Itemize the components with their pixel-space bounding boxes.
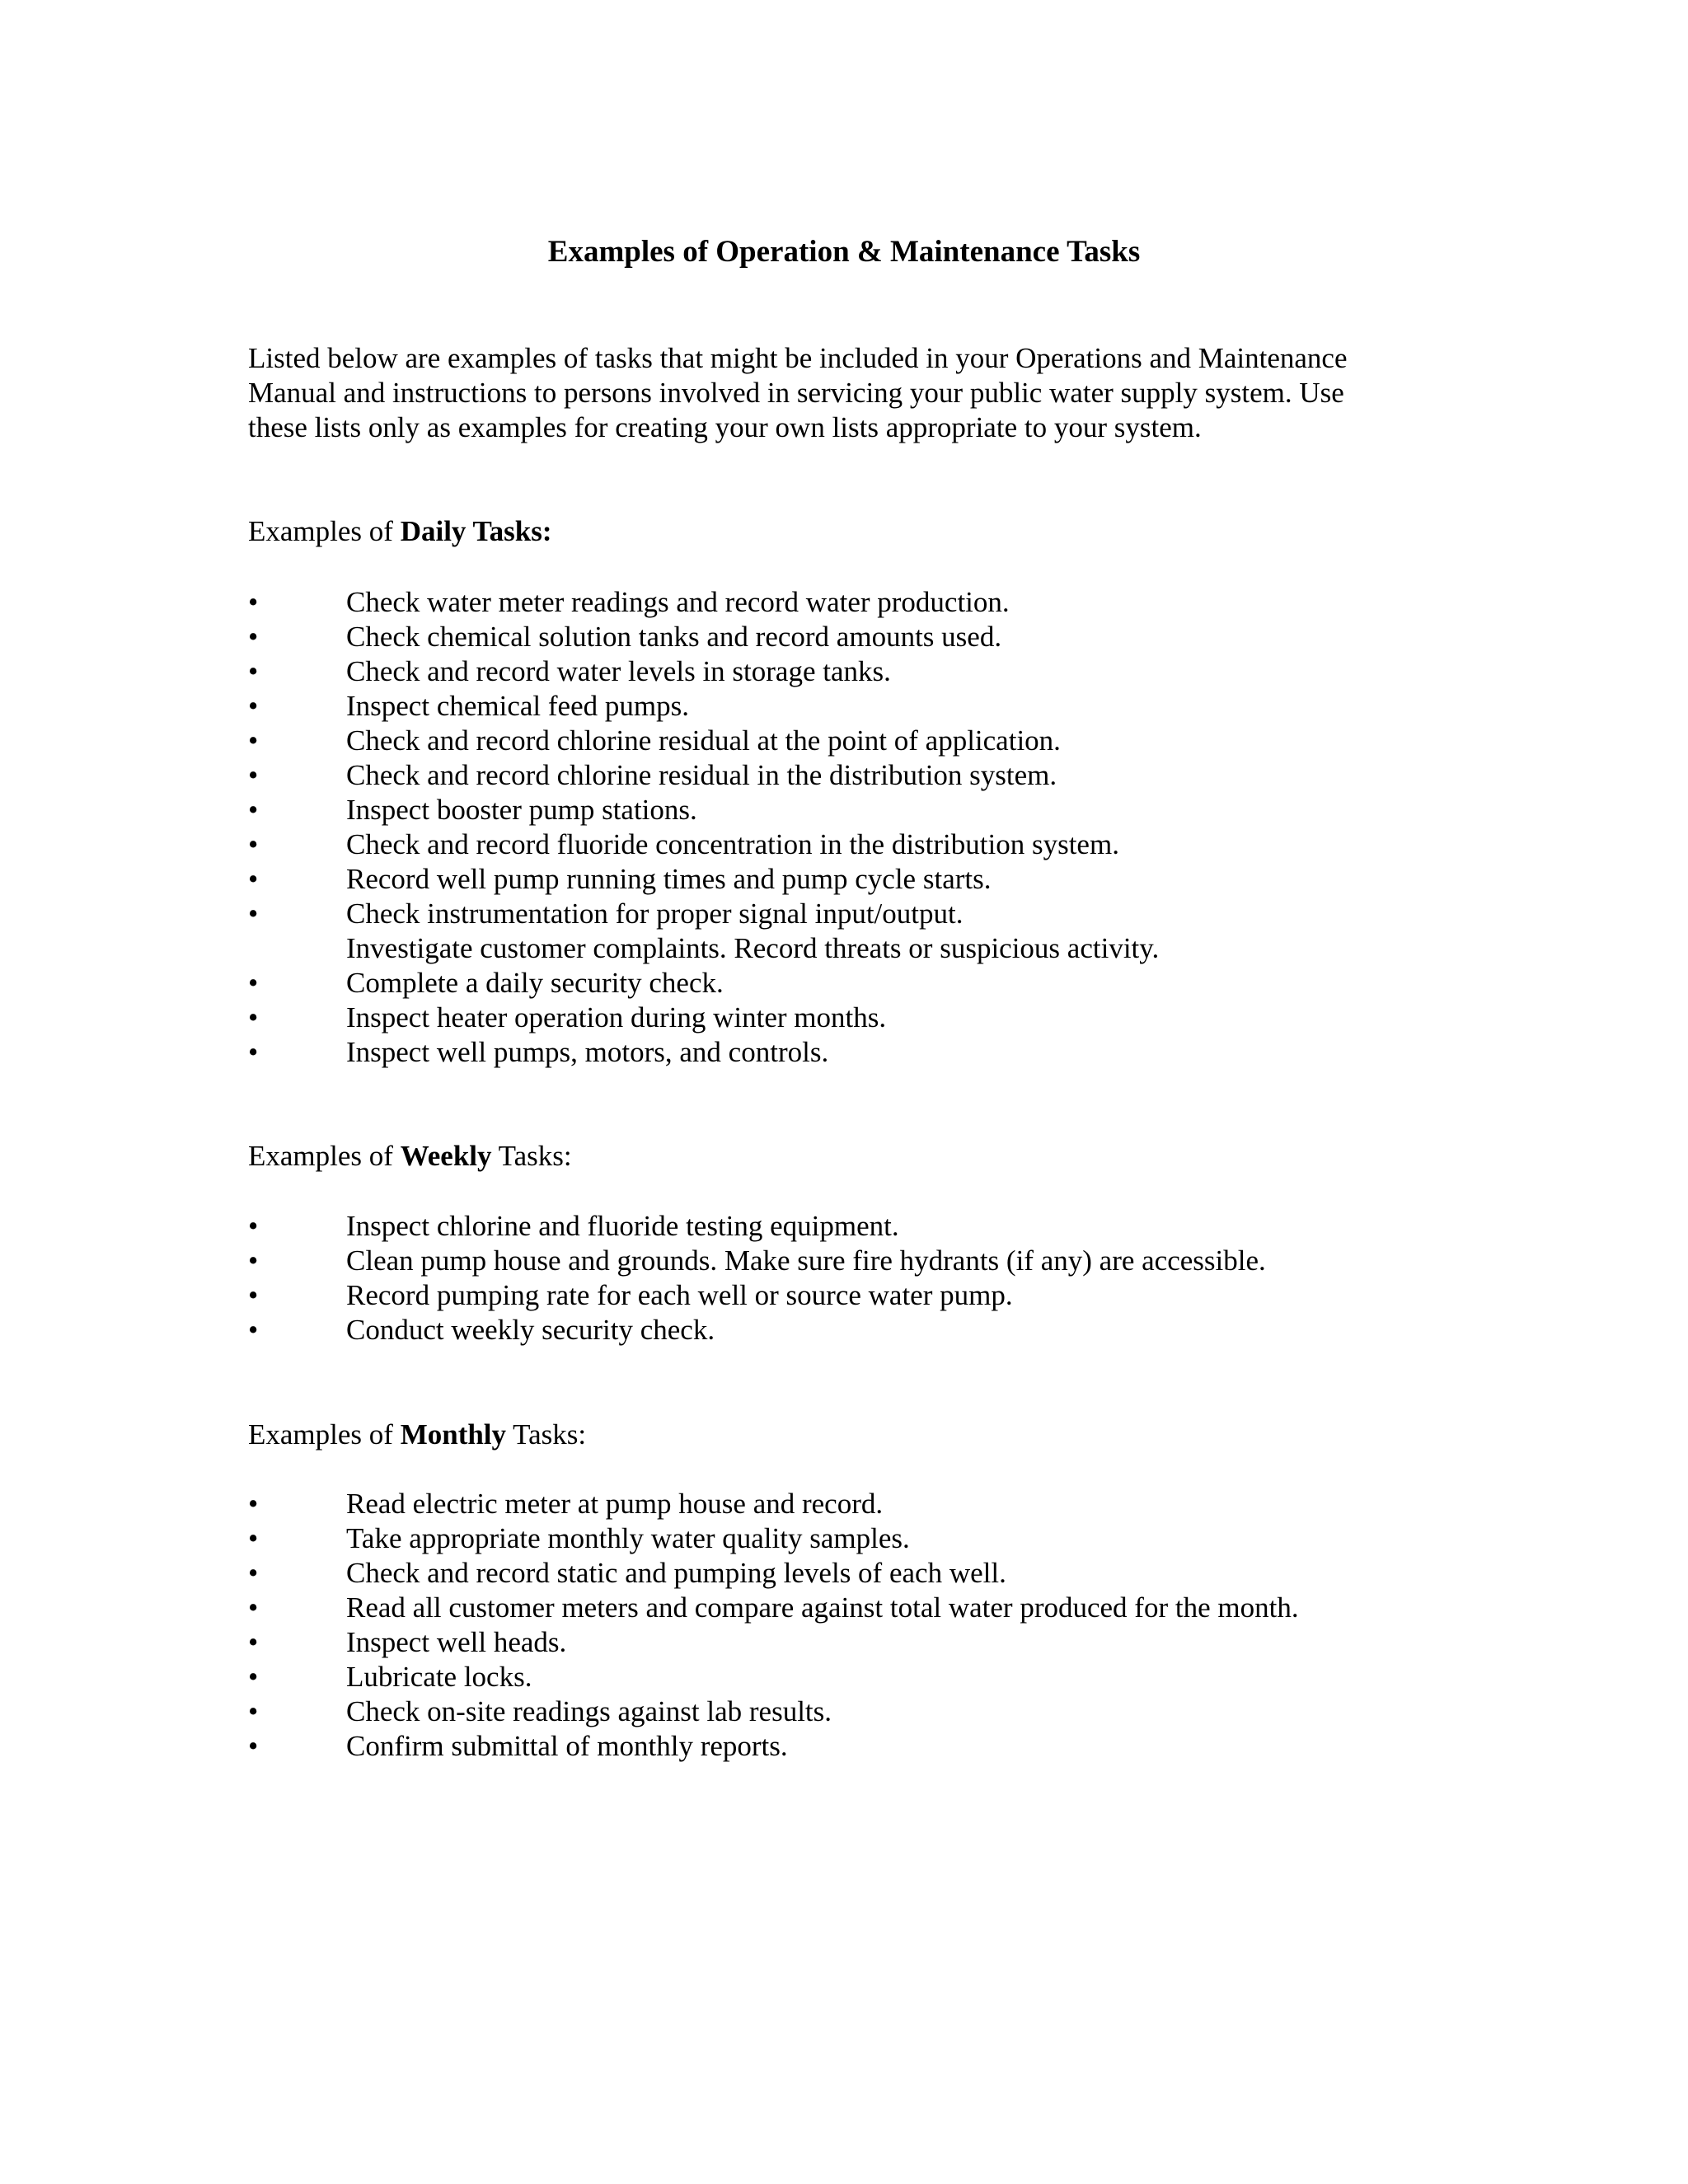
list-item [248,1729,1299,1764]
bullet-icon: • [248,1730,259,1762]
bullet-icon: • [248,967,259,999]
list-item-text: Inspect well pumps, motors, and controls. [346,1036,829,1068]
list-item-text: Take appropriate monthly water quality samples. [346,1522,910,1554]
bullet-icon: • [248,1661,259,1693]
list-item [248,1660,1299,1694]
bullet-icon: • [248,1244,259,1277]
bullet-icon: • [248,863,259,895]
monthly-tasks-list [248,1487,1299,1764]
daily-tasks-list [248,585,1159,1070]
list-item [248,585,1159,620]
list-item [248,1313,1266,1347]
heading-prefix: Examples of [248,1418,401,1451]
bullet-icon: • [248,1210,259,1242]
bullet-icon: • [248,690,259,722]
list-item [248,897,1159,931]
heading-emphasis: Daily Tasks: [400,515,552,547]
list-item [248,1209,1266,1244]
list-item [248,1591,1299,1625]
bullet-icon: • [248,724,259,757]
bullet-icon: • [248,1036,259,1068]
page-title: Examples of Operation & Maintenance Tasks [547,235,1141,269]
list-item-text: Read electric meter at pump house and record. [346,1488,884,1520]
bullet-icon: • [248,621,259,653]
bullet-icon: • [248,1279,259,1311]
list-item-text: Lubricate locks. [346,1661,532,1693]
intro-line: these lists only as examples for creating your own lists appropriate to your system. [248,411,1202,443]
list-item-text: Read all customer meters and compare against total water produced for the month. [346,1591,1299,1624]
bullet-icon: • [248,1557,259,1589]
monthly-tasks-heading [248,1418,586,1452]
list-item [248,654,1159,689]
list-item [248,1521,1299,1556]
bullet-icon: • [248,1626,259,1658]
list-item-text: Record well pump running times and pump cycle starts. [346,863,992,895]
bullet-icon: • [248,586,259,618]
list-item [248,724,1159,758]
heading-prefix: Examples of [248,1140,401,1172]
list-item [248,827,1159,862]
intro-line: Listed below are examples of tasks that might be included in your Operations and Maintenance [248,342,1348,374]
bullet-icon: • [248,828,259,860]
list-item [248,620,1159,654]
list-item-text: Check and record static and pumping levels of each well. [346,1557,1006,1589]
list-item [248,1278,1266,1313]
list-item-text: Check on-site readings against lab results. [346,1695,832,1727]
list-item [248,1694,1299,1729]
bullet-icon: • [248,794,259,826]
heading-emphasis: Monthly [400,1418,507,1451]
heading-suffix: Tasks: [506,1418,587,1451]
heading-suffix: Tasks: [491,1140,572,1172]
heading-prefix: Examples of [248,515,401,547]
intro-line: Manual and instructions to persons involved in servicing your public water supply system. Use [248,377,1344,409]
list-item-text: Inspect chlorine and fluoride testing equipment. [346,1210,899,1242]
bullet-icon: • [248,759,259,791]
bullet-icon: • [248,1001,259,1033]
list-item [248,862,1159,897]
heading-emphasis: Weekly [400,1140,492,1172]
list-item-text: Check and record chlorine residual at the point of application. [346,724,1061,757]
list-item-text: Inspect well heads. [346,1626,567,1658]
list-item-text: Check and record fluoride concentration in the distribution system. [346,828,1119,860]
list-item-text: Check chemical solution tanks and record amounts used. [346,621,1002,653]
list-item-text: Clean pump house and grounds. Make sure fire hydrants (if any) are accessible. [346,1244,1266,1277]
list-item-text: Check and record water levels in storage tanks. [346,655,891,687]
list-item [248,793,1159,827]
list-item [248,931,1159,966]
bullet-icon: • [248,1314,259,1346]
intro-paragraph [248,341,1484,445]
bullet-icon: • [248,1488,259,1520]
list-item [248,758,1159,793]
list-item-text: Check instrumentation for proper signal input/output. [346,898,964,930]
bullet-icon: • [248,1695,259,1727]
list-item-text: Inspect heater operation during winter months. [346,1001,887,1033]
list-item [248,1487,1299,1521]
list-item [248,1556,1299,1591]
bullet-icon: • [248,1591,259,1624]
weekly-tasks-list [248,1209,1266,1347]
list-item [248,966,1159,1001]
bullet-icon: • [248,1522,259,1554]
bullet-icon: • [248,898,259,930]
bullet-icon: • [248,655,259,687]
list-item [248,1035,1159,1070]
list-item-text: Conduct weekly security check. [346,1314,715,1346]
list-item [248,1001,1159,1035]
list-item [248,1244,1266,1278]
daily-tasks-heading [248,514,552,549]
list-item-text: Record pumping rate for each well or source water pump. [346,1279,1013,1311]
list-item-text: Inspect chemical feed pumps. [346,690,689,722]
list-item-text: Inspect booster pump stations. [346,794,697,826]
list-item-text: Check water meter readings and record water production. [346,586,1010,618]
weekly-tasks-heading [248,1139,572,1174]
list-item-text: Check and record chlorine residual in the distribution system. [346,759,1057,791]
list-item-text: Investigate customer complaints. Record threats or suspicious activity. [346,932,1160,964]
list-item-text: Complete a daily security check. [346,967,724,999]
list-item [248,1625,1299,1660]
list-item [248,689,1159,724]
list-item-text: Confirm submittal of monthly reports. [346,1730,788,1762]
